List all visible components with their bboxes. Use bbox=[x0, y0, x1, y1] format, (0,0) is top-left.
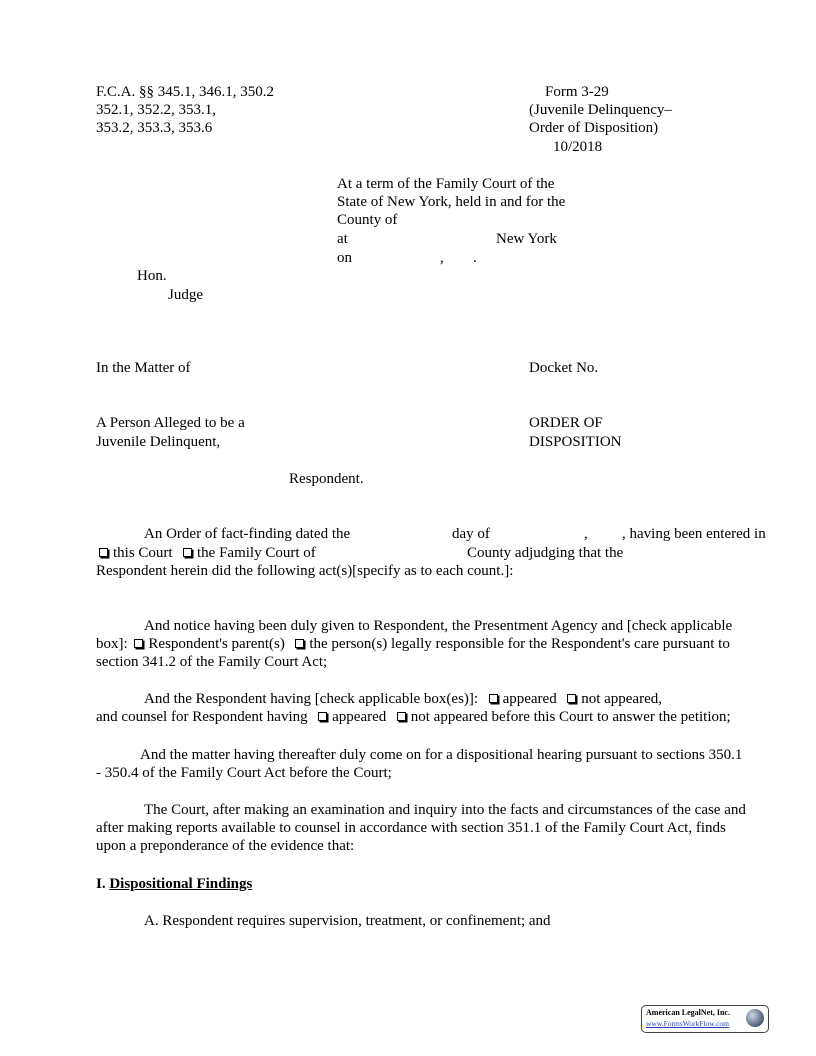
alleged-line-2: Juvenile Delinquent, bbox=[96, 434, 221, 450]
fact-finding-text: An Order of fact-finding dated the bbox=[144, 526, 351, 542]
statute-citations bbox=[96, 83, 274, 137]
judge-hon: Hon. bbox=[137, 268, 167, 284]
counsel-appeared-label: appeared bbox=[332, 709, 387, 725]
respondent-not-appeared-label: not appeared, bbox=[581, 691, 662, 707]
notice-line-1: And notice having been duly given to Respondent, the Presentment Agency and [check applicable bbox=[144, 618, 733, 634]
counsel-having-text: and counsel for Respondent having bbox=[96, 709, 308, 725]
court-term-at-label: at bbox=[337, 231, 348, 247]
counsel-not-appeared-label: not appeared before this Court to answer the petition; bbox=[410, 709, 731, 725]
box-label: box]: bbox=[96, 636, 128, 652]
in-the-matter-of: In the Matter of bbox=[96, 360, 191, 376]
statute-line: F.C.A. §§ 345.1, 346.1, 350.2 bbox=[96, 84, 274, 100]
respondent-appeared-checkbox[interactable] bbox=[489, 694, 498, 703]
statute-line: 352.1, 352.2, 353.1, bbox=[96, 102, 216, 118]
court-term-line-1: At a term of the Family Court of the bbox=[337, 176, 555, 192]
form-number: Form 3-29 bbox=[545, 84, 609, 100]
judge-title: Judge bbox=[168, 287, 203, 303]
court-term-on-comma: , bbox=[440, 250, 444, 266]
respondent-having-text: And the Respondent having [check applicable box(es)]: bbox=[144, 691, 479, 707]
persons-legally-responsible-label: the person(s) legally responsible for the Respondent's care pursuant to bbox=[309, 636, 730, 652]
form-title-line-1: (Juvenile Delinquency– bbox=[529, 102, 672, 118]
statute-line: 353.2, 353.3, 353.6 bbox=[96, 120, 213, 136]
finding-item-a: A. Respondent requires supervision, treatment, or confinement; and bbox=[144, 913, 551, 929]
respondent-acts-text: Respondent herein did the following act(s)[specify as to each count.]: bbox=[96, 563, 514, 579]
court-term-county: County of bbox=[337, 212, 398, 228]
respondent-appeared-label: appeared bbox=[502, 691, 557, 707]
entered-in-text: , having been entered in bbox=[622, 526, 766, 542]
county-adjudging-text: County adjudging that the bbox=[467, 544, 624, 561]
comma-text: , bbox=[584, 526, 588, 542]
findings-line-3: upon a preponderance of the evidence that: bbox=[96, 838, 355, 854]
logo-company: American LegalNet, Inc. bbox=[646, 1008, 730, 1017]
section-heading bbox=[96, 875, 252, 893]
notice-line-3: section 341.2 of the Family Court Act; bbox=[96, 654, 328, 670]
form-date: 10/2018 bbox=[553, 139, 603, 155]
american-legalnet-logo[interactable] bbox=[641, 1005, 769, 1033]
section-title: Dispositional Findings bbox=[109, 876, 253, 892]
findings-line-1: The Court, after making an examination and inquiry into the facts and circumstances of the case and bbox=[144, 802, 746, 818]
paragraph-fact-finding bbox=[96, 525, 788, 580]
respondents-parents-label: Respondent's parent(s) bbox=[148, 636, 285, 652]
respondent-not-appeared-checkbox[interactable] bbox=[567, 694, 576, 703]
section-number: I. bbox=[96, 876, 106, 892]
this-court-checkbox[interactable] bbox=[99, 548, 108, 557]
counsel-not-appeared-checkbox[interactable] bbox=[397, 712, 406, 721]
court-term-line-2: State of New York, held in and for the bbox=[337, 194, 566, 210]
family-court-of-checkbox[interactable] bbox=[183, 548, 192, 557]
paragraph-court-findings bbox=[96, 801, 746, 855]
form-title-line-2: Order of Disposition) bbox=[529, 120, 659, 136]
day-of-text: day of bbox=[452, 526, 490, 542]
alleged-line-1: A Person Alleged to be a bbox=[96, 415, 245, 431]
globe-icon bbox=[746, 1009, 764, 1027]
respondent-label: Respondent. bbox=[289, 471, 364, 487]
court-term-on-period: . bbox=[473, 250, 477, 266]
paragraph-notice bbox=[96, 617, 732, 671]
paragraph-dispositional-hearing bbox=[96, 746, 742, 782]
family-court-of-label: the Family Court of bbox=[197, 544, 316, 561]
respondents-parents-checkbox[interactable] bbox=[134, 639, 143, 648]
logo-url[interactable]: www.FormsWorkFlow.com bbox=[646, 1019, 730, 1028]
counsel-appeared-checkbox[interactable] bbox=[318, 712, 327, 721]
findings-line-2: after making reports available to counsel in accordance with section 351.1 of the Family Court Act, finds bbox=[96, 820, 726, 836]
hearing-line-1: And the matter having thereafter duly come on for a dispositional hearing pursuant to sections 350.1 bbox=[140, 747, 743, 763]
paragraph-appearance bbox=[96, 690, 731, 726]
this-court-label: this Court bbox=[113, 544, 173, 561]
court-term-state: New York bbox=[496, 231, 557, 247]
persons-legally-responsible-checkbox[interactable] bbox=[295, 639, 304, 648]
court-term-on-label: on bbox=[337, 250, 352, 266]
document-title-line-1: ORDER OF bbox=[529, 415, 603, 431]
docket-number-label: Docket No. bbox=[529, 360, 599, 376]
hearing-line-2: - 350.4 of the Family Court Act before the Court; bbox=[96, 765, 392, 781]
document-title-line-2: DISPOSITION bbox=[529, 434, 622, 450]
